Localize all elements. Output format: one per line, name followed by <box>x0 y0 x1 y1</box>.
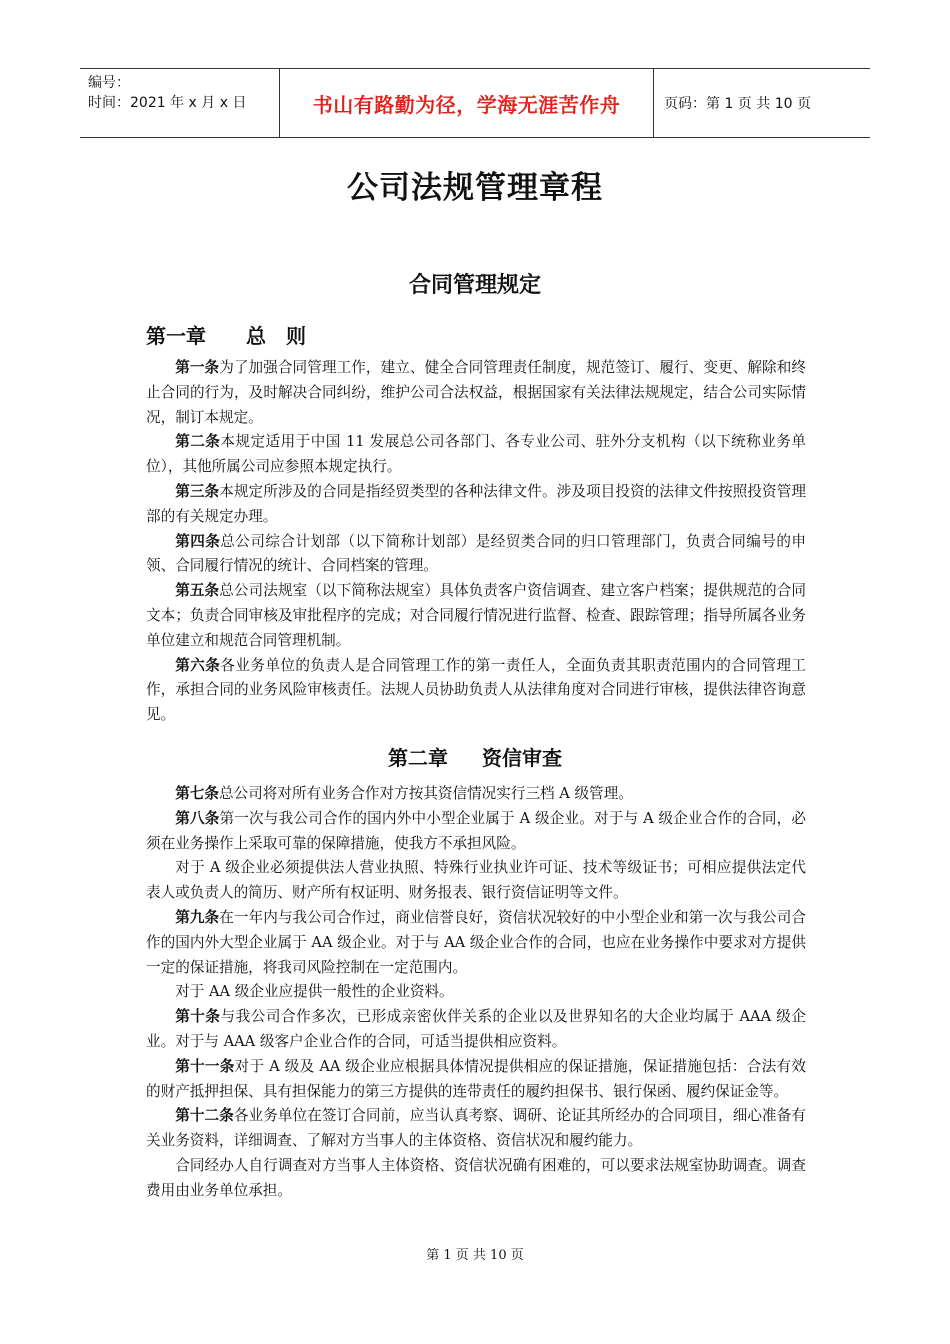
header-motto-cell <box>280 69 654 137</box>
article-paragraph <box>146 579 806 653</box>
article-text: 总公司将对所有业务合作对方按其资信情况实行三档 A 级管理。 <box>218 785 633 802</box>
chapter-1-body <box>146 356 806 728</box>
chapter-2-number: 第二章 <box>388 746 448 770</box>
article-paragraph <box>146 807 806 857</box>
article-text: 对于 A 级企业必须提供法人营业执照、特殊行业执业许可证、技术等级证书；可相应提供法定代表人或负责人的简历、财产所有权证明、财务报表、银行资信证明等文件。 <box>146 859 806 902</box>
chapter-2-name: 资信审查 <box>482 746 562 770</box>
article-paragraph <box>146 1154 806 1204</box>
chapter-1-heading <box>146 320 306 349</box>
article-label: 第四条 <box>175 532 221 550</box>
article-paragraph <box>146 980 806 1005</box>
article-text: 第一次与我公司合作的国内外中小型企业属于 A 级企业。对于与 A 级企业合作的合同，必须在业务操作上采取可靠的保障措施，使我方不承担风险。 <box>146 809 806 852</box>
article-label: 第八条 <box>175 809 220 827</box>
article-text: 总公司综合计划部（以下简称计划部）是经贸类合同的归口管理部门，负责合同编号的申领、合同履行情况的统计、合同档案的管理。 <box>146 532 806 575</box>
article-paragraph <box>146 480 806 530</box>
chapter-2-heading <box>0 742 950 771</box>
article-label: 第七条 <box>175 785 219 802</box>
article-text: 本规定所涉及的合同是指经贸类型的各种法律文件。涉及项目投资的法律文件按照投资管理部的有关规定办理。 <box>146 482 806 525</box>
document-number-label: 编号： <box>88 75 130 91</box>
article-label: 第九条 <box>175 908 220 926</box>
chapter-1-name: 总 则 <box>246 324 306 348</box>
article-paragraph <box>146 1104 806 1154</box>
article-paragraph <box>146 654 806 728</box>
chapter-2-body <box>146 782 806 1204</box>
article-label: 第十条 <box>175 1008 221 1026</box>
article-text: 各业务单位在签订合同前，应当认真考察、调研、论证其所经办的合同项目，细心准备有关业务资料，详细调查、了解对方当事人的主体资格、资信状况和履约能力。 <box>146 1107 806 1150</box>
article-paragraph <box>146 530 806 580</box>
article-text: 各业务单位的负责人是合同管理工作的第一责任人，全面负责其职责范围内的合同管理工作，承担合同的业务风险审核责任。法规人员协助负责人从法律角度对合同进行审核，提供法律咨询意见。 <box>146 656 806 724</box>
header-table <box>80 68 870 138</box>
page-footer: 第 1 页 共 10 页 <box>426 1248 524 1263</box>
article-paragraph <box>146 356 806 430</box>
article-paragraph <box>146 1005 806 1055</box>
article-text: 对于 A 级及 AA 级企业应根据具体情况提供相应的保证措施，保证措施包括：合法有效的财产抵押担保、具有担保能力的第三方提供的连带责任的履约担保书、银行保函、履约保证金等。 <box>146 1057 806 1100</box>
article-text: 为了加强合同管理工作，建立、健全合同管理责任制度，规范签订、履行、变更、解除和终止合同的行为，及时解决合同纠纷，维护公司合法权益，根据国家有关法律法规规定，结合公司实际情况，制订本规定。 <box>146 359 806 426</box>
article-label: 第一条 <box>175 359 220 376</box>
article-text: 本规定适用于中国 11 发展总公司各部门、各专业公司、驻外分支机构（以下统称业务单位），其他所属公司应参照本规定执行。 <box>146 433 806 476</box>
article-label: 第六条 <box>175 656 221 674</box>
article-label: 第十一条 <box>175 1057 235 1075</box>
article-paragraph <box>146 856 806 906</box>
header-meta <box>80 69 280 137</box>
article-text: 在一年内与我公司合作过，商业信誉良好，资信状况较好的中小型企业和第一次与我公司合作的国内外大型企业属于 AA 级企业。对于与 AA 级企业合作的合同，也应在业务操作中要求对方提供一定的保证措施，将我司风险控制在一定范围内。 <box>146 908 806 976</box>
article-text: 与我公司合作多次，已形成亲密伙伴关系的企业以及世界知名的大企业均属于 AAA 级企业。对于与 AAA 级客户企业合作的合同，可适当提供相应资料。 <box>146 1008 806 1050</box>
article-paragraph <box>146 906 806 980</box>
article-paragraph <box>146 430 806 480</box>
chapter-1-number: 第一章 <box>146 324 206 348</box>
article-label: 第十二条 <box>175 1107 234 1125</box>
article-text: 总公司法规室（以下简称法规室）具体负责客户资信调查、建立客户档案；提供规范的合同文本；负责合同审核及审批程序的完成；对合同履行情况进行监督、检查、跟踪管理；指导所属各业务单位建立和规范合同管理机制。 <box>146 582 806 649</box>
article-label: 第五条 <box>175 582 220 600</box>
article-paragraph <box>146 782 806 807</box>
article-text: 对于 AA 级企业应提供一般性的企业资料。 <box>175 983 454 1001</box>
article-label: 第二条 <box>175 433 221 451</box>
article-label: 第三条 <box>175 482 220 500</box>
document-subtitle: 合同管理规定 <box>408 273 541 298</box>
header-motto: 书山有路勤为径，学海无涯苦作舟 <box>312 92 621 117</box>
document-date: 时间：2021 年 x 月 x 日 <box>88 95 247 111</box>
article-text: 合同经办人自行调查对方当事人主体资格、资信状况确有困难的，可以要求法规室协助调查。调查费用由业务单位承担。 <box>146 1156 806 1199</box>
article-paragraph <box>146 1055 806 1105</box>
document-title: 公司法规管理章程 <box>347 170 603 206</box>
header-page-info: 页码：第 1 页 共 10 页 <box>664 96 811 112</box>
